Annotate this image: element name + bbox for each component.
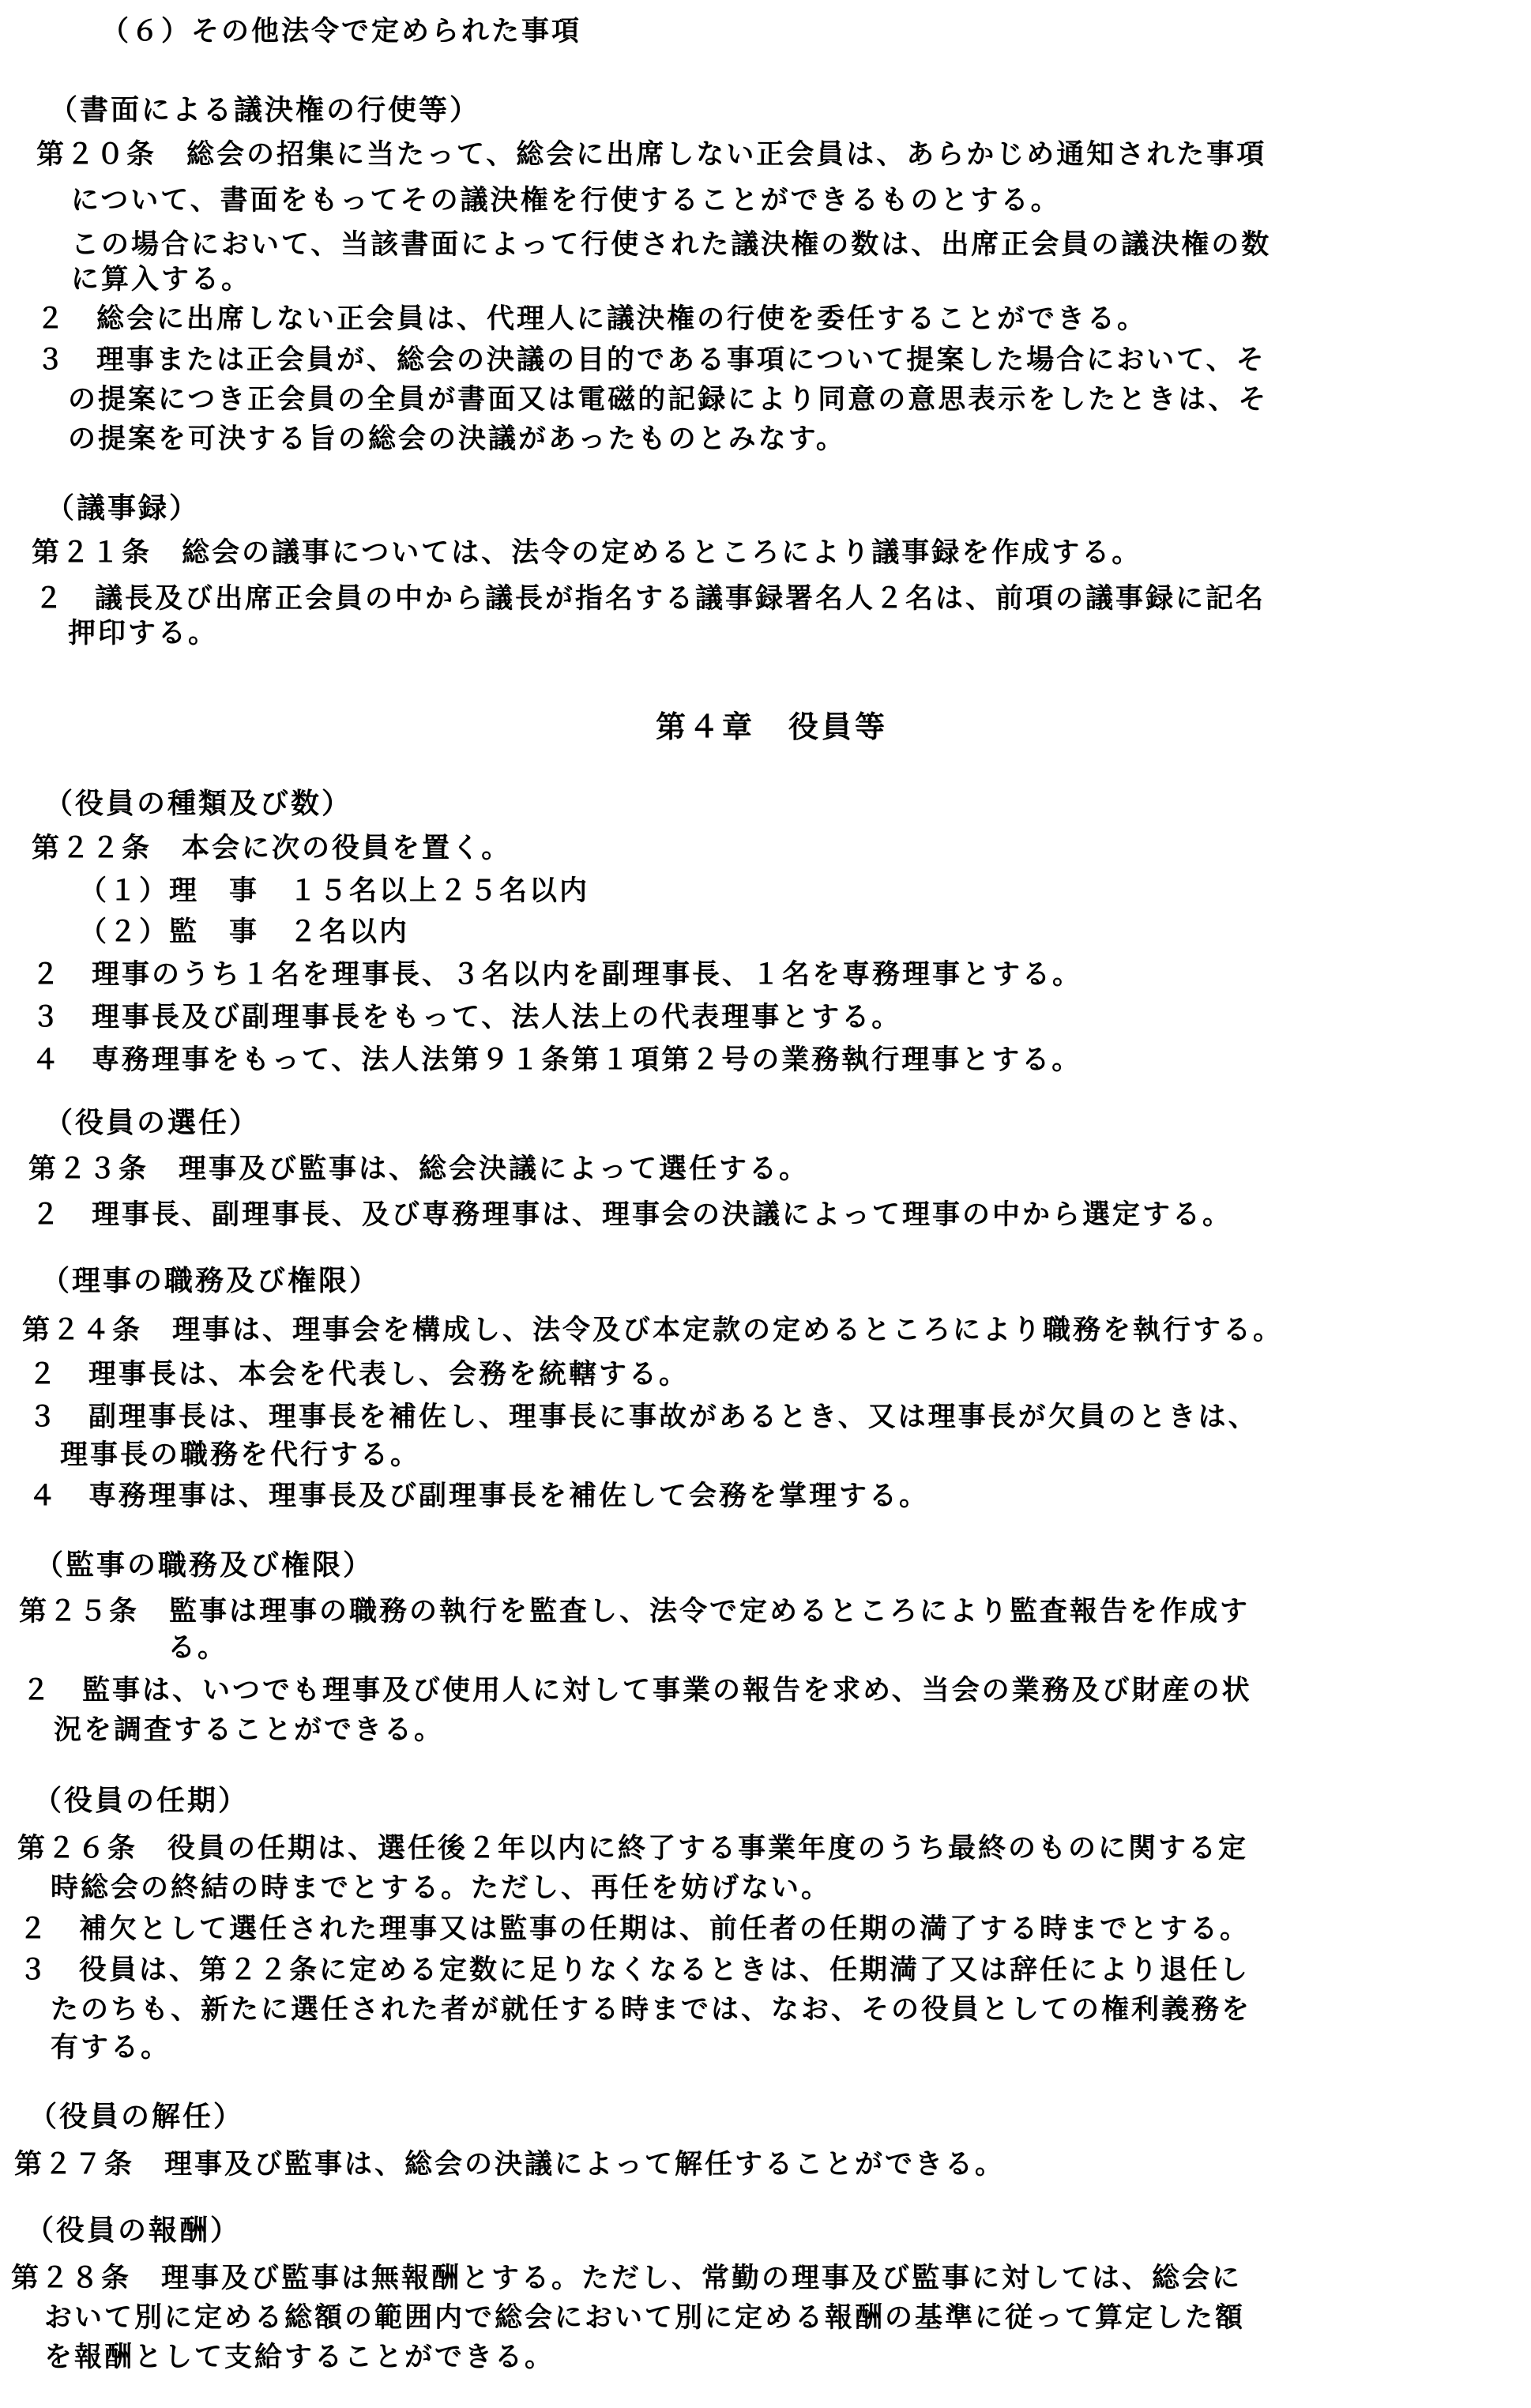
paragraph-text: ４ 専務理事は、理事長及び副理事長を補佐して会務を掌理する。 — [28, 1481, 930, 1512]
paragraph-text: の提案を可決する旨の総会の決議があったものとみなす。 — [68, 423, 846, 455]
section-heading: （役員の選任） — [44, 1107, 261, 1139]
section-heading: （書面による議決権の行使等） — [49, 94, 481, 126]
paragraph-text: ２ 監事は、いつでも理事及び使用人に対して事業の報告を求め、当会の業務及び財産の状 — [22, 1675, 1252, 1706]
paragraph-text: たのちも、新たに選任された者が就任する時までは、なお、その役員としての権利義務を — [51, 1994, 1252, 2026]
article-text: 第２６条 役員の任期は、選任後２年以内に終了する事業年度のうち最終のものに関する定 — [17, 1833, 1249, 1864]
paragraph-text: ３ 役員は、第２２条に定める定数に足りなくなるときは、任期満了又は辞任により退任し — [19, 1955, 1251, 1986]
article-text: 第２１条 総会の議事については、法令の定めるところにより議事録を作成する。 — [32, 537, 1142, 569]
paragraph-text: の提案につき正会員の全員が書面又は電磁的記録により同意の意思表示をしたときは、そ — [68, 384, 1269, 416]
section-heading: （役員の解任） — [28, 2101, 245, 2133]
paragraph-text: 理事長の職務を代行する。 — [60, 1439, 421, 1471]
paragraph-text: ３ 理事または正会員が、総会の決議の目的である事項について提案した場合において、そ — [36, 344, 1266, 376]
section-heading: （理事の職務及び権限） — [41, 1265, 381, 1297]
article-text: 時総会の終結の時までとする。ただし、再任を妨げない。 — [51, 1872, 832, 1904]
paragraph-text: ４ 専務理事をもって、法人法第９１条第１項第２号の業務執行理事とする。 — [32, 1044, 1082, 1076]
article-text: 第２８条 理事及び監事は無報酬とする。ただし、常勤の理事及び監事に対しては、総会に — [11, 2263, 1243, 2294]
section-heading: （役員の報酬） — [25, 2214, 242, 2247]
paragraph-text: ２ 理事長は、本会を代表し、会務を統轄する。 — [28, 1359, 690, 1390]
paragraph-text: ２ 理事のうち１名を理事長、３名以内を副理事長、１名を専務理事とする。 — [32, 959, 1083, 991]
article-text: 第２７条 理事及び監事は、総会の決議によって解任することができる。 — [14, 2149, 1006, 2180]
paragraph-text: ２ 議長及び出席正会員の中から議長が指名する議事録署名人２名は、前項の議事録に記名 — [35, 583, 1266, 615]
article-text: 第２４条 理事は、理事会を構成し、法令及び本定款の定めるところにより職務を執行する。 — [22, 1315, 1284, 1346]
article-text: 第２５条 監事は理事の職務の執行を監査し、法令で定めるところにより監査報告を作成す — [19, 1596, 1251, 1627]
paragraph-text: ２ 理事長、副理事長、及び専務理事は、理事会の決議によって理事の中から選定する。 — [32, 1199, 1233, 1231]
item-text: （６）その他法令で定められた事項 — [101, 16, 582, 47]
paragraph-text: 有する。 — [51, 2032, 171, 2064]
paragraph-text: ３ 理事長及び副理事長をもって、法人法上の代表理事とする。 — [32, 1002, 902, 1033]
section-heading: （役員の任期） — [33, 1785, 250, 1817]
list-item: （２）監 事 ２名以内 — [79, 916, 410, 948]
article-text: 第２３条 理事及び監事は、総会決議によって選任する。 — [28, 1153, 810, 1185]
chapter-title: 第４章 役員等 — [656, 709, 889, 744]
article-text: を報酬として支給することができる。 — [44, 2342, 555, 2373]
section-heading: （役員の種類及び数） — [44, 788, 353, 820]
section-heading: （監事の職務及び権限） — [35, 1549, 374, 1582]
section-heading: （議事録） — [46, 492, 201, 525]
paragraph-text: ２ 補欠として選任された理事又は監事の任期は、前任者の任期の満了する時までとする。 — [19, 1913, 1251, 1945]
article-text: について、書面をもってその議決権を行使することができるものとする。 — [71, 185, 1061, 216]
article-text: この場合において、当該書面によって行使された議決権の数は、出席正会員の議決権の数 — [71, 229, 1272, 261]
paragraph-text: ３ 副理事長は、理事長を補佐し、理事長に事故があるとき、又は理事長が欠員のときは、 — [28, 1402, 1258, 1433]
article-text: 第２０条 総会の招集に当たって、総会に出席しない正会員は、あらかじめ通知された事項 — [36, 139, 1267, 171]
article-text: 第２２条 本会に次の役員を置く。 — [32, 833, 512, 864]
article-text: おいて別に定める総額の範囲内で総会において別に定める報酬の基準に従って算定した額 — [44, 2302, 1246, 2334]
paragraph-text: 押印する。 — [68, 618, 219, 649]
article-text: る。 — [167, 1632, 228, 1664]
article-text: に算入する。 — [71, 264, 252, 295]
list-item: （１）理 事 １５名以上２５名以内 — [79, 875, 590, 907]
paragraph-text: 況を調査することができる。 — [54, 1714, 445, 1746]
paragraph-text: ２ 総会に出席しない正会員は、代理人に議決権の行使を委任することができる。 — [36, 303, 1148, 335]
